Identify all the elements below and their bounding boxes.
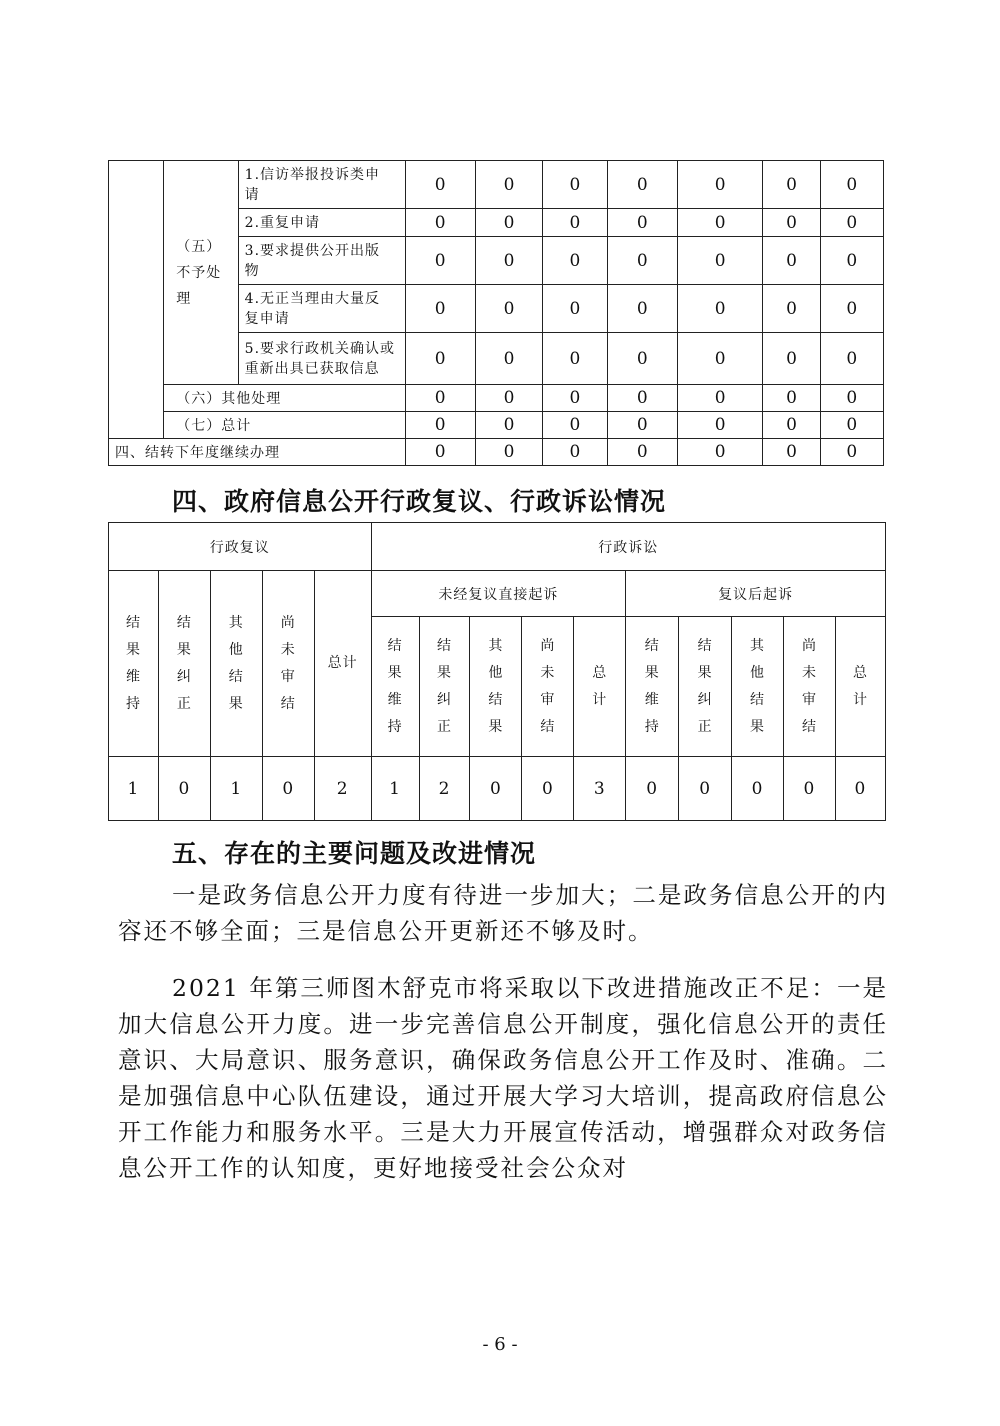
value-cell: 0 bbox=[543, 237, 607, 285]
value-cell: 0 bbox=[820, 285, 883, 333]
value-cell: 0 bbox=[607, 209, 677, 237]
direct-col-2: 结 果 纠 正 bbox=[419, 617, 470, 757]
value-cell: 0 bbox=[763, 285, 820, 333]
litigation-header: 行政诉讼 bbox=[371, 523, 885, 571]
blank-cell bbox=[109, 161, 164, 439]
after-review-col-4: 尚 未 审 结 bbox=[784, 617, 836, 757]
row-label: 4.无正当理由大量反 复申请 bbox=[238, 285, 405, 333]
value-cell: 0 bbox=[607, 285, 677, 333]
review-col-5: 总计 bbox=[314, 571, 371, 757]
value-cell: 0 bbox=[677, 385, 762, 412]
value-cell: 0 bbox=[732, 757, 784, 821]
value-cell: 0 bbox=[543, 333, 607, 385]
review-col-4: 尚 未 审 结 bbox=[262, 571, 314, 757]
row-label: 3.要求提供公开出版 物 bbox=[238, 237, 405, 285]
value-cell: 0 bbox=[607, 412, 677, 439]
value-cell: 0 bbox=[677, 237, 762, 285]
value-cell: 0 bbox=[405, 412, 475, 439]
row-total bbox=[109, 412, 884, 439]
after-review-col-3: 其 他 结 果 bbox=[732, 617, 784, 757]
value-cell: 1 bbox=[109, 757, 159, 821]
value-cell: 0 bbox=[677, 333, 762, 385]
review-header: 行政复议 bbox=[109, 523, 372, 571]
table-row bbox=[109, 161, 884, 209]
value-cell: 0 bbox=[626, 757, 679, 821]
value-cell: 0 bbox=[405, 439, 475, 466]
paragraph-improvements: 2021 年第三师图木舒克市将采取以下改进措施改正不足：一是加大信息公开力度。进一步完善信息公开制度，强化信息公开的责任意识、大局意识、服务意识，确保政务信息公开工作及时、准确。二是加强信息中心队伍建设，通过开展大学习大培训，提高政府信息公开工作能力和服务水平。三是大力开展宣传活动，增强群众对政务信息公开工作的认知度，更好地接受社会公众对 bbox=[118, 974, 888, 1182]
direct-col-1: 结 果 维 持 bbox=[371, 617, 419, 757]
value-cell: 0 bbox=[820, 237, 883, 285]
row-other-processing bbox=[109, 385, 884, 412]
review-col-3: 其 他 结 果 bbox=[210, 571, 262, 757]
value-cell: 1 bbox=[210, 757, 262, 821]
value-cell: 0 bbox=[607, 161, 677, 209]
value-cell: 0 bbox=[475, 385, 542, 412]
application-handling-table bbox=[108, 160, 884, 466]
value-cell: 0 bbox=[820, 439, 883, 466]
value-cell: 0 bbox=[607, 333, 677, 385]
review-litigation-table bbox=[108, 522, 886, 821]
value-cell: 0 bbox=[677, 412, 762, 439]
value-cell: 0 bbox=[763, 209, 820, 237]
value-cell: 1 bbox=[371, 757, 419, 821]
row-label: 5.要求行政机关确认或 重新出具已获取信息 bbox=[238, 333, 405, 385]
group-label-not-processed: （五） 不予处 理 bbox=[164, 161, 238, 385]
value-cell: 2 bbox=[314, 757, 371, 821]
after-review-suit-header: 复议后起诉 bbox=[626, 571, 886, 617]
after-review-col-1: 结 果 维 持 bbox=[626, 617, 679, 757]
value-cell: 0 bbox=[607, 385, 677, 412]
value-cell: 0 bbox=[677, 209, 762, 237]
value-cell: 0 bbox=[820, 209, 883, 237]
value-cell: 0 bbox=[475, 161, 542, 209]
value-cell: 0 bbox=[543, 385, 607, 412]
value-cell: 0 bbox=[405, 385, 475, 412]
value-cell: 0 bbox=[543, 285, 607, 333]
value-cell: 0 bbox=[820, 385, 883, 412]
row-label: （六）其他处理 bbox=[164, 385, 405, 412]
direct-col-4: 尚 未 审 结 bbox=[522, 617, 574, 757]
value-cell: 0 bbox=[763, 412, 820, 439]
row-label: 四、结转下年度继续办理 bbox=[109, 439, 406, 466]
page-number: - 6 - bbox=[482, 1334, 518, 1355]
after-review-col-2: 结 果 纠 正 bbox=[679, 617, 732, 757]
value-cell: 0 bbox=[820, 333, 883, 385]
value-cell: 0 bbox=[835, 757, 885, 821]
direct-col-3: 其 他 结 果 bbox=[470, 617, 522, 757]
value-cell: 0 bbox=[475, 285, 542, 333]
value-cell: 0 bbox=[475, 209, 542, 237]
value-cell: 0 bbox=[607, 237, 677, 285]
review-col-1: 结 果 维 持 bbox=[109, 571, 159, 757]
value-cell: 0 bbox=[763, 161, 820, 209]
value-cell: 0 bbox=[470, 757, 522, 821]
value-cell: 0 bbox=[475, 439, 542, 466]
value-cell: 2 bbox=[419, 757, 470, 821]
value-cell: 0 bbox=[543, 412, 607, 439]
section-heading-review-litigation: 四、政府信息公开行政复议、行政诉讼情况 bbox=[172, 487, 667, 516]
after-review-col-5: 总 计 bbox=[835, 617, 885, 757]
value-cell: 0 bbox=[475, 333, 542, 385]
value-cell: 0 bbox=[820, 412, 883, 439]
value-cell: 0 bbox=[677, 439, 762, 466]
value-cell: 0 bbox=[784, 757, 836, 821]
value-cell: 0 bbox=[405, 333, 475, 385]
value-cell: 0 bbox=[405, 209, 475, 237]
value-cell: 0 bbox=[475, 237, 542, 285]
row-label: 1.信访举报投诉类申 请 bbox=[238, 161, 405, 209]
value-cell: 0 bbox=[677, 161, 762, 209]
value-cell: 0 bbox=[475, 412, 542, 439]
direct-col-5: 总 计 bbox=[574, 617, 626, 757]
review-col-2: 结 果 纠 正 bbox=[158, 571, 210, 757]
value-cell: 0 bbox=[763, 237, 820, 285]
section-heading-problems: 五、存在的主要问题及改进情况 bbox=[172, 839, 537, 868]
value-cell: 0 bbox=[405, 237, 475, 285]
value-cell: 0 bbox=[607, 439, 677, 466]
row-label: （七）总计 bbox=[164, 412, 405, 439]
value-cell: 0 bbox=[543, 209, 607, 237]
row-carry-over bbox=[109, 439, 884, 466]
value-cell: 0 bbox=[679, 757, 732, 821]
value-cell: 0 bbox=[158, 757, 210, 821]
direct-suit-header: 未经复议直接起诉 bbox=[371, 571, 626, 617]
value-cell: 0 bbox=[405, 285, 475, 333]
value-cell: 0 bbox=[405, 161, 475, 209]
value-cell: 0 bbox=[543, 161, 607, 209]
value-cell: 0 bbox=[522, 757, 574, 821]
paragraph-problems: 一是政务信息公开力度有待进一步加大；二是政务信息公开的内容还不够全面；三是信息公开更新还不够及时。 bbox=[118, 881, 888, 945]
value-cell: 0 bbox=[763, 333, 820, 385]
row-label: 2.重复申请 bbox=[238, 209, 405, 237]
value-cell: 0 bbox=[262, 757, 314, 821]
value-cell: 0 bbox=[677, 285, 762, 333]
value-cell: 0 bbox=[543, 439, 607, 466]
value-cell: 0 bbox=[820, 161, 883, 209]
value-cell: 3 bbox=[574, 757, 626, 821]
value-cell: 0 bbox=[763, 439, 820, 466]
value-cell: 0 bbox=[763, 385, 820, 412]
